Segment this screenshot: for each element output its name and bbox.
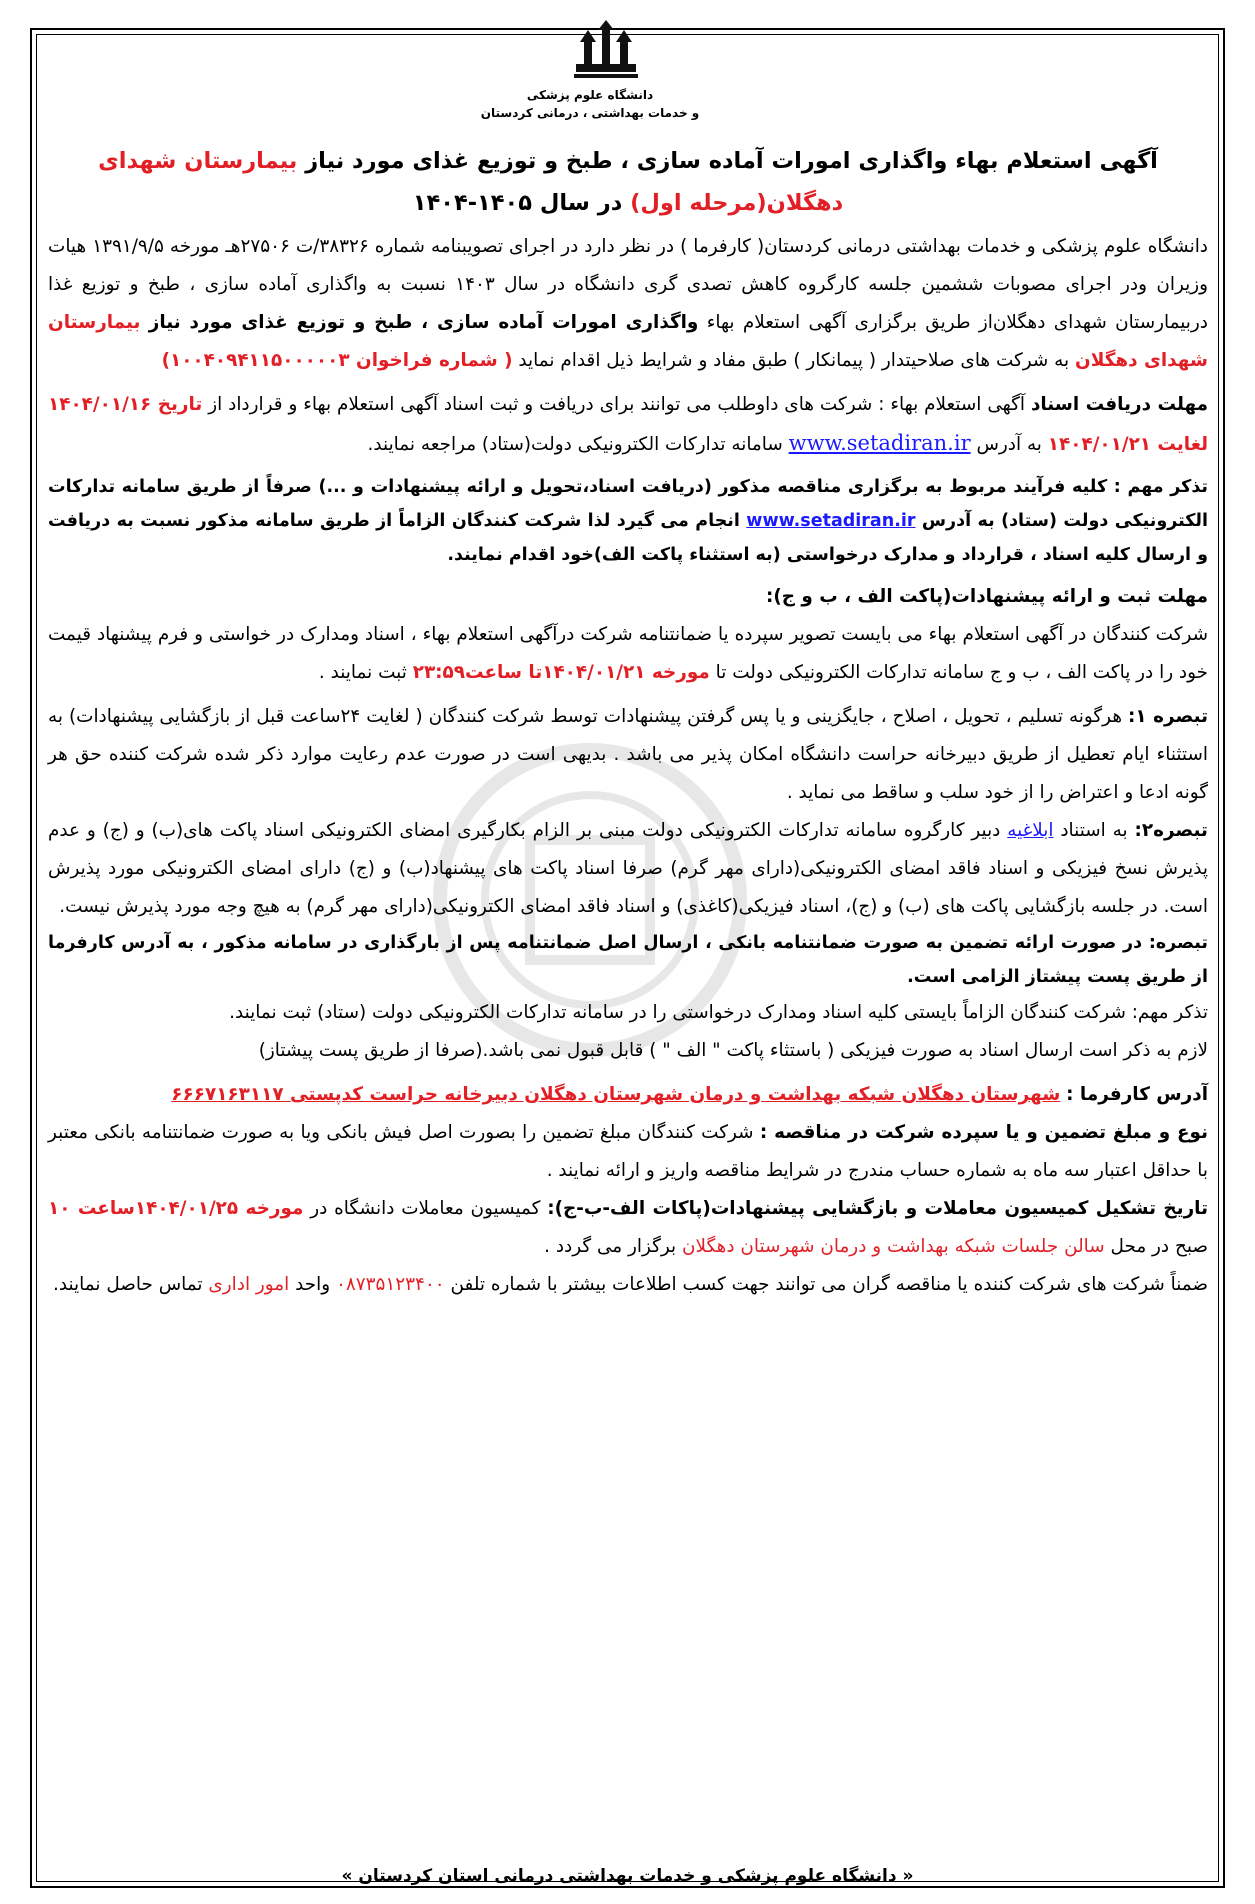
commission-text: کمیسیون معاملات دانشگاه در <box>310 1198 541 1219</box>
announcement-body <box>48 140 1208 1304</box>
note2-text: به استناد <box>1060 820 1128 841</box>
announcement-title <box>48 140 1208 224</box>
footer: « دانشگاه علوم پزشکی و خدمات بهداشتی درمانی استان کردستان » <box>341 1866 914 1886</box>
important-text: تذکر مهم : کلیه فرآیند مربوط به برگزاری مناقصه مذکور (دریافت اسناد،تحویل و ارائه پیشنهادات و ...) صرفاً از طریق سامانه تدارکات الکترونیکی دولت (ستاد) به آدرس <box>48 477 1208 531</box>
commission-paragraph <box>48 1190 1208 1266</box>
commission-text-2: صبح در محل <box>1110 1236 1208 1257</box>
contact-text: ضمناً شرکت های شرکت کننده یا مناقصه گران می توانند جهت کسب اطلاعات بیشتر با شماره تلفن <box>450 1274 1208 1295</box>
header <box>0 6 1255 136</box>
commission-text-3: برگزار می گردد . <box>544 1236 677 1257</box>
address-paragraph <box>48 1076 1208 1114</box>
setadiran-link-2[interactable]: www.setadiran.ir <box>746 511 916 531</box>
contact-unit: امور اداری <box>208 1274 290 1295</box>
intro-text-2: به شرکت های صلاحیتدار ( پیمانکار ) طبق مفاد و شرایط ذیل اقدام نماید <box>518 350 1070 371</box>
deadline-label: مهلت دریافت اسناد <box>1030 394 1208 415</box>
title-year: در سال ۱۴۰۵-۱۴۰۴ <box>412 190 623 216</box>
important-paragraph <box>48 470 1208 572</box>
guarantee-paragraph <box>48 1114 1208 1190</box>
contact-phone: ۰۸۷۳۵۱۲۳۴۰۰ <box>336 1274 445 1295</box>
note2-paragraph <box>48 812 1208 926</box>
note2-label: تبصره۲: <box>1134 820 1208 841</box>
deadline-text: آگهی استعلام بهاء : شرکت های داوطلب می توانند برای دریافت و ثبت اسناد آگهی استعلام بهاء و قرارداد از <box>208 394 1025 415</box>
intro-service: واگذاری امورات آماده سازی ، طبخ و توزیع غذای مورد نیاز <box>148 312 699 333</box>
guarantee-label: نوع و مبلغ تضمین و یا سپرده شرکت در مناقصه : <box>759 1122 1208 1143</box>
intro-hospital: بیمارستان شهدای دهگلان <box>48 312 1208 371</box>
note1-label: تبصره ۱: <box>1128 706 1208 727</box>
contact-text-2: واحد <box>295 1274 331 1295</box>
deadline-dates: تاریخ ۱۴۰۴/۰۱/۱۶ لغایت ۱۴۰۴/۰۱/۲۱ <box>48 394 1208 455</box>
intro-text: دانشگاه علوم پزشکی و خدمات بهداشتی درمانی کردستان( کارفرما ) در نظر دارد در اجرای تصویبنامه شماره ۳۸۳۲۶/ت ۲۷۵۰۶هـ مورخه ۱۳۹۱/۹/۵ هیات وزیران ودر اجرای مصوبات ششمین جلسه کارگروه کاهش تصدی گری دانشگاه در سال ۱۴۰۳ نسبت به واگذاری آماده سازی ، طبخ و توزیع غذا دربیمارستان شهدای دهگلان‌از طریق برگزاری آگهی استعلام بهاء <box>48 236 1208 333</box>
note2-text-2: دبیر کارگروه سامانه تدارکات الکترونیکی دولت مبنی بر الزام بکارگیری امضای الکترونیکی اسناد پاکت های(ب) و (ج) و عدم پذیرش نسخ فیزیکی و اسناد فاقد امضای الکترونیکی(دارای مهر گرم) صرفا اسناد پاکت های پیشنهاد(ب) و (ج) دارای امضای الکترونیکی مورد پذیرش است. در جلسه بازگشایی پاکت های (ب) و (ج)، اسناد فیزیکی(کاغذی) و اسناد فاقد امضای الکترونیکی(دارای مهر گرم) به هیچ وجه مورد پذیرش نیست. <box>48 820 1208 917</box>
deadline-paragraph <box>48 386 1208 464</box>
title-hospital: بیمارستان شهدای دهگلان(مرحله اول) <box>98 148 844 216</box>
deadline-text-2: به آدرس <box>976 434 1042 455</box>
contact-text-3: تماس حاصل نمایند. <box>52 1274 203 1295</box>
reminder-paragraph: تذکر مهم: شرکت کنندگان الزاماً بایستی کلیه اسناد ومدارک درخواستی را در سامانه تدارکات الکترونیکی دولت (ستاد) ثبت نمایند. <box>229 1002 1208 1023</box>
employer-address: شهرستان دهگلان شبکه بهداشت و درمان شهرستان دهگلان دبیرخانه حراست کدپستی ۶۶۶۷۱۶۳۱۱۷ <box>171 1084 1061 1105</box>
submission-heading: مهلت ثبت و ارائه پیشنهادات(پاکت الف ، ب و ج): <box>766 586 1208 607</box>
university-name-line2: و خدمات بهداشتی ، درمانی کردستان <box>480 106 700 120</box>
important-text-2: انجام می گیرد لذا شرکت کنندگان الزاماً از طریق سامانه مذکور نسبت به دریافت و ارسال کلیه اسناد ، قرارداد و مدارک درخواستی (به استثناء پاکت الف)خود اقدام نمایند. <box>48 511 1208 565</box>
submission-paragraph <box>48 616 1208 692</box>
deadline-text-3: سامانه تدارکات الکترونیکی دولت(ستاد) مراجعه نمایند. <box>367 434 783 455</box>
physical-docs-note: لازم به ذکر است ارسال اسناد به صورت فیزیکی ( باستثاء پاکت " الف " ) قابل قبول نمی باشد.(صرفا از طریق پست پیشتاز) <box>258 1040 1208 1061</box>
guarantee-text: شرکت کنندگان مبلغ تضمین را بصورت اصل فیش بانکی ویا به صورت ضمانتنامه بانکی معتبر با حداقل اعتبار سه ماه به شماره حساب مندرج در شرایط مناقصه واریز و ارائه نمایند . <box>48 1122 1208 1181</box>
setadiran-link[interactable]: www.setadiran.ir <box>788 431 971 455</box>
intro-paragraph <box>48 228 1208 380</box>
commission-date: مورخه ۱۴۰۴/۰۱/۲۵ساعت ۱۰ <box>48 1198 304 1219</box>
commission-venue: سالن جلسات شبکه بهداشت و درمان شهرستان دهگلان <box>682 1236 1105 1257</box>
submission-text: شرکت کنندگان در آگهی استعلام بهاء می بایست تصویر سپرده یا ضمانتنامه شرکت درآگهی استعلام بهاء ، اسناد ومدارک در خواستی و فرم پیشنهاد قیمت خود را در پاکت الف ، ب و ج سامانه تدارکات الکترونیکی دولت تا <box>48 624 1208 683</box>
university-name-line1: دانشگاه علوم پزشکی <box>526 88 654 102</box>
directive-link[interactable]: ابلاغیه <box>1007 820 1054 841</box>
contact-paragraph <box>48 1266 1208 1304</box>
note1-text: هرگونه تسلیم ، تحویل ، اصلاح ، جایگزینی و یا پس گرفتن پیشنهادات توسط شرکت کنندگان ( لغایت ۲۴ساعت قبل از بازگشایی پیشنهادات) به استثناء ایام تعطیل از طریق دبیرخانه حراست دانشگاه امکان پذیر می باشد . بدیهی است در صورت عدم رعایت موارد ذکر شده شرکت کننده حق هر گونه ادعا و اعتراض را از خود سلب و ساقط می نماید . <box>48 706 1208 803</box>
address-label: آدرس کارفرما : <box>1066 1084 1208 1105</box>
call-number: ( شماره فراخوان ۱۰۰۴۰۹۴۱۱۵۰۰۰۰۰۳) <box>161 350 513 371</box>
submission-deadline: مورخه ۱۴۰۴/۰۱/۲۱تا ساعت۲۳:۵۹ <box>412 662 710 683</box>
note3-paragraph: تبصره: در صورت ارائه تضمین به صورت ضمانتنامه بانکی ، ارسال اصل ضمانتنامه پس از بارگذاری در سامانه مذکور ، به آدرس کارفرما از طریق پست پیشتاز الزامی است. <box>48 933 1208 987</box>
note1-paragraph <box>48 698 1208 812</box>
title-text: آگهی استعلام بهاء واگذاری امورات آماده سازی ، طبخ و توزیع غذای مورد نیاز <box>305 148 1158 174</box>
university-emblem-icon <box>572 20 640 80</box>
commission-label: تاریخ تشکیل کمیسیون معاملات و بازگشایی پیشنهادات(پاکات الف-ب-ج): <box>547 1198 1208 1219</box>
submission-text-2: ثبت نمایند . <box>318 662 407 683</box>
